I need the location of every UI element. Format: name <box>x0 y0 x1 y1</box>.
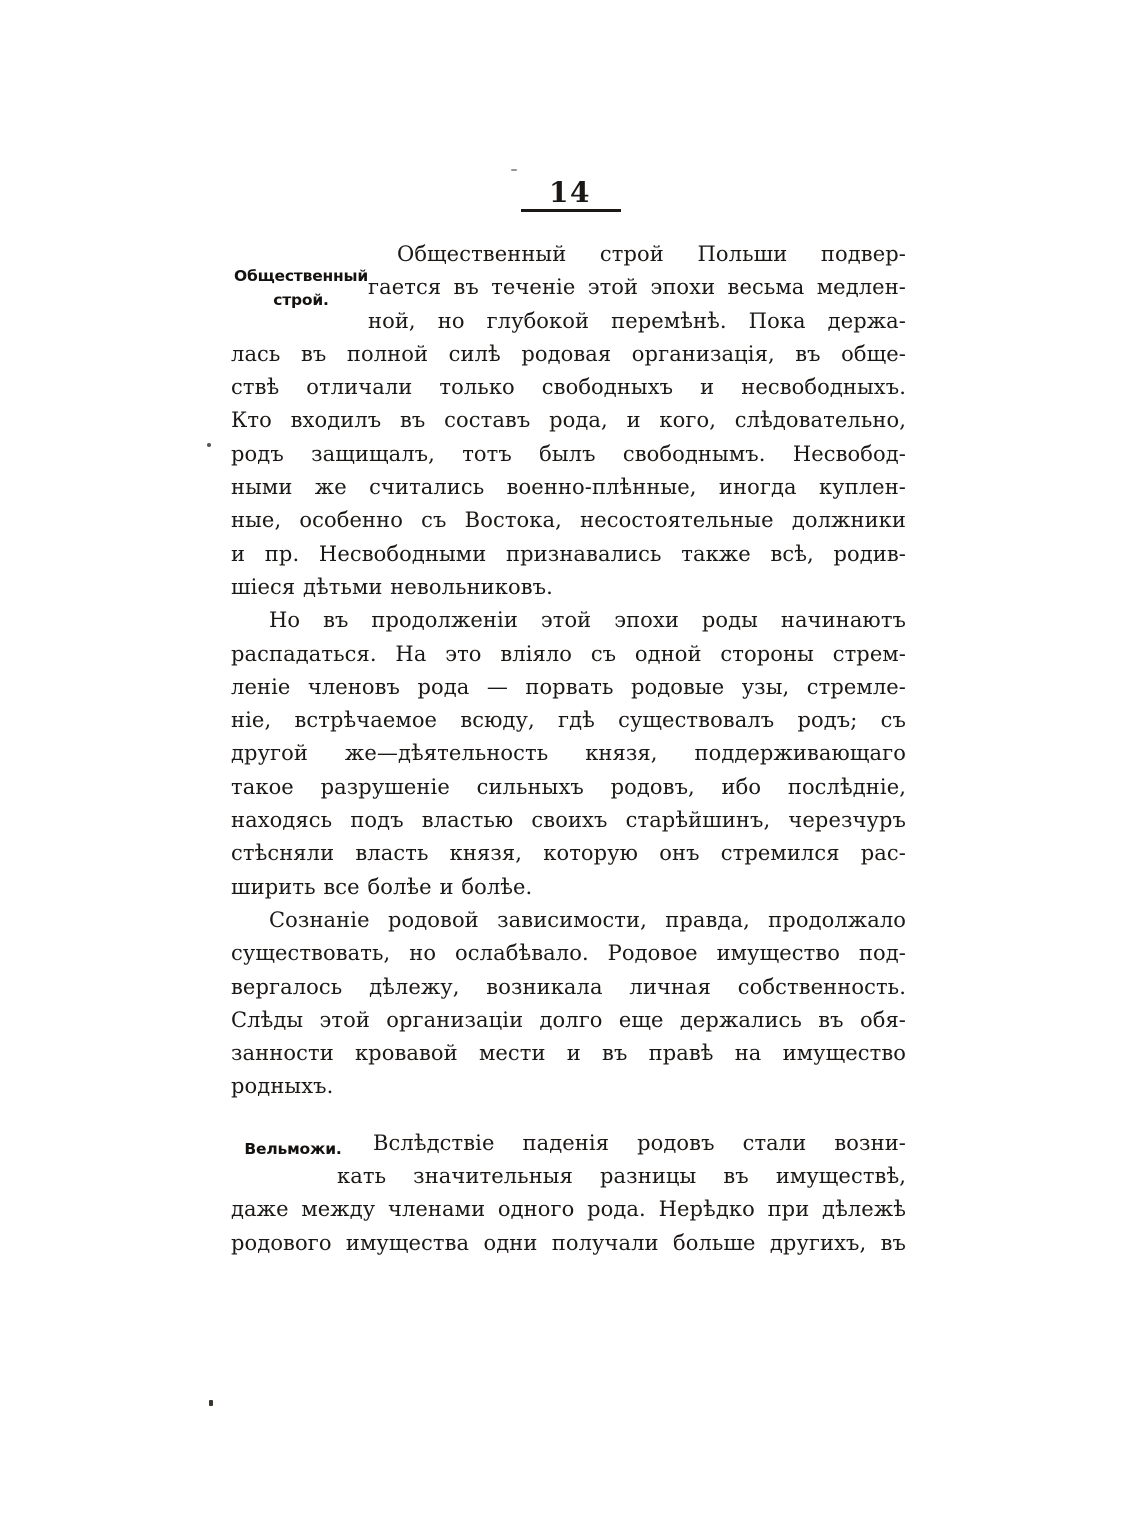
text-line: ствѣ отличали только свободныхъ и несвободныхъ. <box>231 375 906 400</box>
text-line: родныхъ. <box>231 1074 334 1099</box>
text-line: Общественный строй Польши подвер- <box>397 242 906 266</box>
text-line: родъ защищалъ, тотъ былъ свободнымъ. Несвобод- <box>231 441 906 466</box>
text-line: Вслѣдствіе паденія родовъ стали возни- <box>373 1130 906 1155</box>
text-line: Кто входилъ въ составъ рода, и кого, слѣдовательно, <box>231 408 906 433</box>
text-line: вергалось дѣлежу, возникала личная собственность. <box>231 974 906 999</box>
text-line: ными же считались военно-плѣнные, иногда куплен- <box>231 475 906 500</box>
text-line: гается въ теченіе этой эпохи весьма медлен- <box>368 275 906 300</box>
margin-note-magnates <box>241 1138 345 1162</box>
text-line: ширить все болѣе и болѣе. <box>231 874 533 899</box>
text-line: находясь подъ властью своихъ старѣйшинъ, черезчуръ <box>231 808 906 833</box>
text-line: леніе членовъ рода — порвать родовые узы, стремле- <box>231 674 906 699</box>
page-number: 14 <box>549 176 591 209</box>
section-gap <box>231 1104 906 1127</box>
text-line: лась въ полной силѣ родовая организація, въ обще- <box>231 341 906 366</box>
scan-speck <box>207 443 211 447</box>
text-line: ные, особенно съ Востока, несостоятельные должники <box>231 508 906 533</box>
text-line: существовать, но ослабѣвало. Родовое имущество под- <box>231 941 906 966</box>
text-line: Сознаніе родовой зависимости, правда, продолжало <box>269 907 906 932</box>
text-line: такое разрушеніе сильныхъ родовъ, ибо послѣдніе, <box>231 774 906 799</box>
text-line: и пр. Несвободными признавались также всѣ, родив- <box>231 541 906 566</box>
text-line: другой же—дѣятельность князя, поддерживающаго <box>231 741 906 766</box>
margin-note-line: строй. <box>273 290 329 309</box>
text-line: даже между членами одного рода. Нерѣдко при дѣлежѣ <box>231 1197 906 1222</box>
text-line: ной, но глубокой перемѣнѣ. Пока держа- <box>368 308 906 333</box>
paragraph-disintegration <box>231 604 906 904</box>
page-number-rule <box>521 209 621 212</box>
text-line: ніе, встрѣчаемое всюду, гдѣ существовалъ родъ; съ <box>231 708 906 733</box>
scan-speck <box>511 169 517 171</box>
text-line: родового имущества одни получали больше другихъ, въ <box>231 1230 906 1255</box>
margin-note-social-order <box>233 265 369 312</box>
text-line: Но въ продолженіи этой эпохи роды начинаютъ <box>269 608 906 633</box>
paragraph-social-order <box>231 238 906 604</box>
scan-speck <box>209 1400 213 1406</box>
page-text <box>231 238 906 1260</box>
text-line: распадаться. На это вліяло съ одной стороны стрем- <box>231 641 906 666</box>
margin-note-line: Общественный <box>233 267 369 285</box>
paragraph-consciousness <box>231 904 906 1104</box>
text-line: шіеся дѣтьми невольниковъ. <box>231 574 553 599</box>
margin-note-line: Вельможи. <box>244 1139 342 1158</box>
paragraph-magnates <box>231 1127 906 1260</box>
text-line: стѣсняли власть князя, которую онъ стремился рас- <box>231 841 906 866</box>
text-line: занности кровавой мести и въ правѣ на имущество <box>231 1041 906 1066</box>
text-line: кать значительныя разницы въ имуществѣ, <box>337 1164 906 1189</box>
text-line: Слѣды этой организаціи долго еще держались въ обя- <box>231 1007 906 1032</box>
